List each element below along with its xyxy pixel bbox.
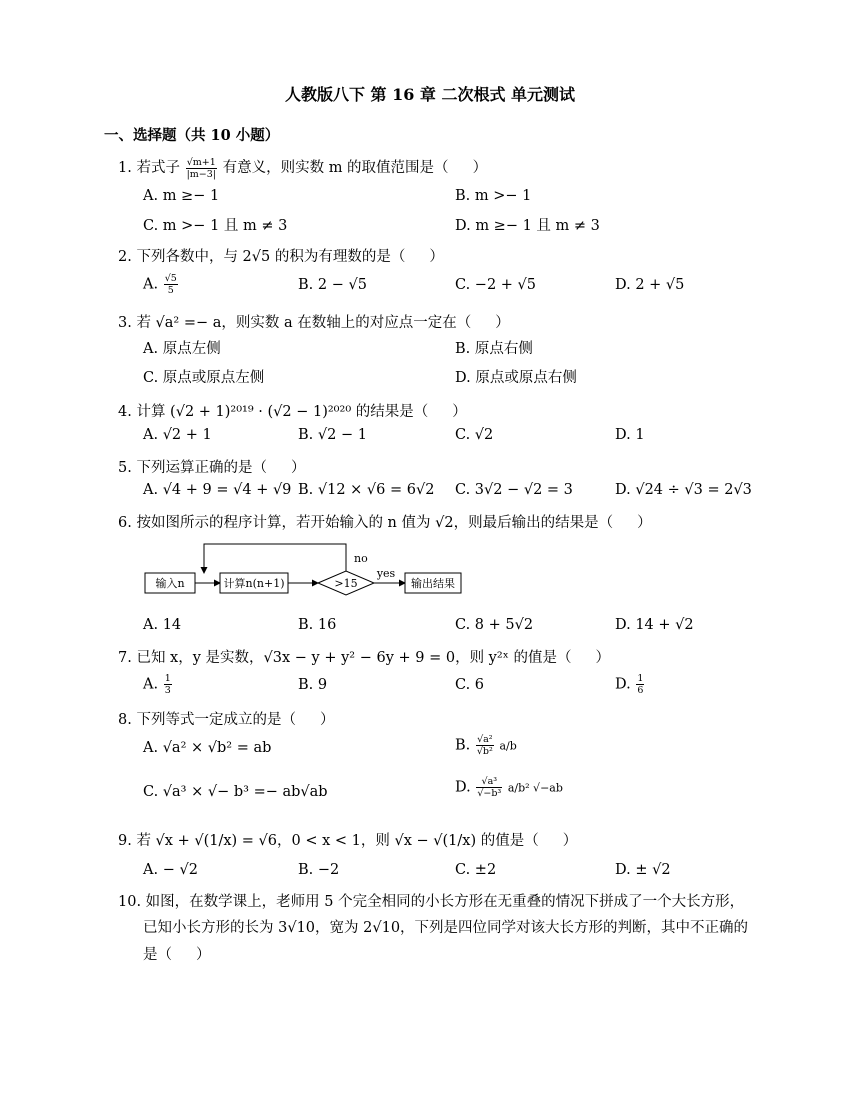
q10-stem: 是（ <box>143 947 172 963</box>
option-label: D. <box>615 676 631 693</box>
q5-option-d[interactable]: D. √24 ÷ √3 = 2√3 <box>615 482 752 498</box>
q5-stem: 5. 下列运算正确的是（ <box>118 460 267 476</box>
frac-den: √b² <box>476 746 493 757</box>
q5-option-a[interactable]: A. √4 + 9 = √4 + √9 <box>143 482 292 498</box>
q8-option-b[interactable] <box>455 734 517 757</box>
q8-option-b-rhs: a/b <box>499 739 517 753</box>
close-paren: ） <box>472 160 488 176</box>
q8-stem: 8. 下列等式一定成立的是（ <box>118 712 296 728</box>
q9-stem: 9. 若 √x + √(1/x) = √6，0 < x < 1，则 √x − √(1/x) 的值是（ <box>118 833 539 849</box>
frac-num: 1 <box>637 673 644 684</box>
q8-option-c[interactable]: C. √a³ × √− b³ =− ab√ab <box>143 784 328 800</box>
q4-stem: 4. 计算 (√2 + 1)²⁰¹⁹ · (√2 − 1)²⁰²⁰ 的结果是（ <box>118 404 429 420</box>
q8-option-d-fraction <box>476 776 502 799</box>
q3-option-a[interactable]: A. 原点左侧 <box>143 341 221 357</box>
q2-option-b[interactable]: B. 2 − √5 <box>298 277 367 293</box>
close-paren: ） <box>495 315 510 331</box>
q1-option-b[interactable]: B. m >− 1 <box>455 188 532 204</box>
q4-option-c[interactable]: C. √2 <box>455 427 494 443</box>
flow-no-label: no <box>354 552 368 565</box>
q1-frac-num: √m+1 <box>186 156 216 168</box>
flow-compute-text: 计算n(n+1) <box>223 577 285 590</box>
close-paren: ） <box>595 650 610 666</box>
q2-option-a-label: A. <box>143 276 159 293</box>
q9-option-c[interactable]: C. ±2 <box>455 862 497 878</box>
q7-option-a-fraction <box>164 673 172 696</box>
q6-option-d[interactable]: D. 14 + √2 <box>615 617 694 633</box>
flow-input-text: 输入n <box>155 577 185 590</box>
q3-option-d[interactable]: D. 原点或原点右侧 <box>455 370 577 386</box>
q3-option-c[interactable]: C. 原点或原点左侧 <box>143 370 265 386</box>
q4-option-a[interactable]: A. √2 + 1 <box>143 427 212 443</box>
close-paren: ） <box>429 249 444 265</box>
close-paren: ） <box>452 404 467 420</box>
option-label: D. <box>455 779 471 796</box>
q1-option-d[interactable]: D. m ≥− 1 且 m ≠ 3 <box>455 218 600 234</box>
q3-stem: 3. 若 √a² =− a，则实数 a 在数轴上的对应点一定在（ <box>118 315 472 331</box>
flow-yes-label: yes <box>376 567 396 580</box>
question-10-line-1: 10. 如图，在数学课上，老师用 5 个完全相同的小长方形在无重叠的情况下拼成了一个大长方形， <box>118 894 745 910</box>
q4-option-b[interactable]: B. √2 − 1 <box>298 427 367 443</box>
q4-option-d[interactable]: D. 1 <box>615 427 645 443</box>
q1-option-c[interactable]: C. m >− 1 且 m ≠ 3 <box>143 218 288 234</box>
frac-num: √a² <box>477 734 493 745</box>
q7-option-d-fraction <box>636 673 644 696</box>
frac-den: 5 <box>167 285 174 296</box>
q2-stem: 2. 下列各数中，与 2√5 的积为有理数的是（ <box>118 249 406 265</box>
q7-stem: 7. 已知 x，y 是实数，√3x − y + y² − 6y + 9 = 0，则 y²ˣ 的值是（ <box>118 650 572 666</box>
frac-den: 6 <box>637 685 644 696</box>
q7-option-c[interactable]: C. 6 <box>455 677 485 693</box>
q6-option-a[interactable]: A. 14 <box>143 617 182 633</box>
q5-option-c[interactable]: C. 3√2 − √2 = 3 <box>455 482 573 498</box>
question-1 <box>118 156 487 180</box>
q8-option-b-fraction <box>476 734 494 757</box>
flowchart <box>140 540 470 604</box>
frac-num: 1 <box>164 673 171 684</box>
q9-option-a[interactable]: A. − √2 <box>143 862 198 878</box>
question-9 <box>118 829 577 850</box>
q1-fraction <box>186 157 217 180</box>
q2-option-c[interactable]: C. −2 + √5 <box>455 277 537 293</box>
flow-output-text: 输出结果 <box>411 577 455 590</box>
q2-option-a-fraction <box>164 273 178 296</box>
q3-option-b[interactable]: B. 原点右侧 <box>455 341 533 357</box>
frac-num: √a³ <box>476 776 502 788</box>
question-3 <box>118 311 510 332</box>
close-paren: ） <box>319 712 335 728</box>
close-paren: ） <box>290 460 306 476</box>
question-6 <box>118 511 652 532</box>
q7-option-a[interactable] <box>143 673 173 696</box>
q2-option-d[interactable]: D. 2 + √5 <box>615 277 685 293</box>
close-paren: ） <box>196 947 211 963</box>
option-label: A. <box>143 676 159 693</box>
q6-option-c[interactable]: C. 8 + 5√2 <box>455 617 534 633</box>
q6-stem: 6. 按如图所示的程序计算，若开始输入的 n 值为 √2，则最后输出的结果是（ <box>118 515 614 531</box>
q9-option-d[interactable]: D. ± √2 <box>615 862 671 878</box>
q7-option-b[interactable]: B. 9 <box>298 677 328 693</box>
question-2 <box>118 245 444 266</box>
question-10-line-2: 已知小长方形的长为 3√10，宽为 2√10，下列是四位同学对该大长方形的判断，其中不正确的 <box>143 920 749 936</box>
q8-option-d-rhs: a/b² √−ab <box>507 781 563 795</box>
question-10-line-3 <box>143 943 211 964</box>
question-4 <box>118 400 467 421</box>
flow-cond-text: >15 <box>334 577 358 590</box>
page-title: 人教版八下 第 16 章 二次根式 单元测试 <box>284 85 576 104</box>
question-8 <box>118 708 334 729</box>
q2-option-a[interactable] <box>143 273 179 296</box>
q1-stem-b: 有意义，则实数 m 的取值范围是（ <box>222 160 449 176</box>
close-paren: ） <box>637 515 652 531</box>
flow-loop-line <box>204 544 346 573</box>
q7-option-d[interactable] <box>615 673 645 696</box>
frac-den: 3 <box>164 685 171 696</box>
q8-option-a[interactable]: A. √a² × √b² = ab <box>143 740 272 756</box>
frac-den: √−b³ <box>477 788 502 799</box>
question-5 <box>118 456 305 477</box>
question-7 <box>118 646 610 667</box>
option-label: B. <box>455 737 471 754</box>
q1-frac-den: |m−3| <box>186 168 216 180</box>
q5-option-b[interactable]: B. √12 × √6 = 6√2 <box>298 482 435 498</box>
frac-num: √5 <box>164 273 177 284</box>
q8-option-d[interactable] <box>455 776 563 799</box>
q6-option-b[interactable]: B. 16 <box>298 617 337 633</box>
close-paren: ） <box>562 833 578 849</box>
q1-option-a[interactable]: A. m ≥− 1 <box>143 188 220 204</box>
q9-option-b[interactable]: B. −2 <box>298 862 340 878</box>
section-heading: 一、选择题（共 10 小题） <box>104 127 280 144</box>
q1-stem-a: 1. 若式子 <box>118 160 180 176</box>
